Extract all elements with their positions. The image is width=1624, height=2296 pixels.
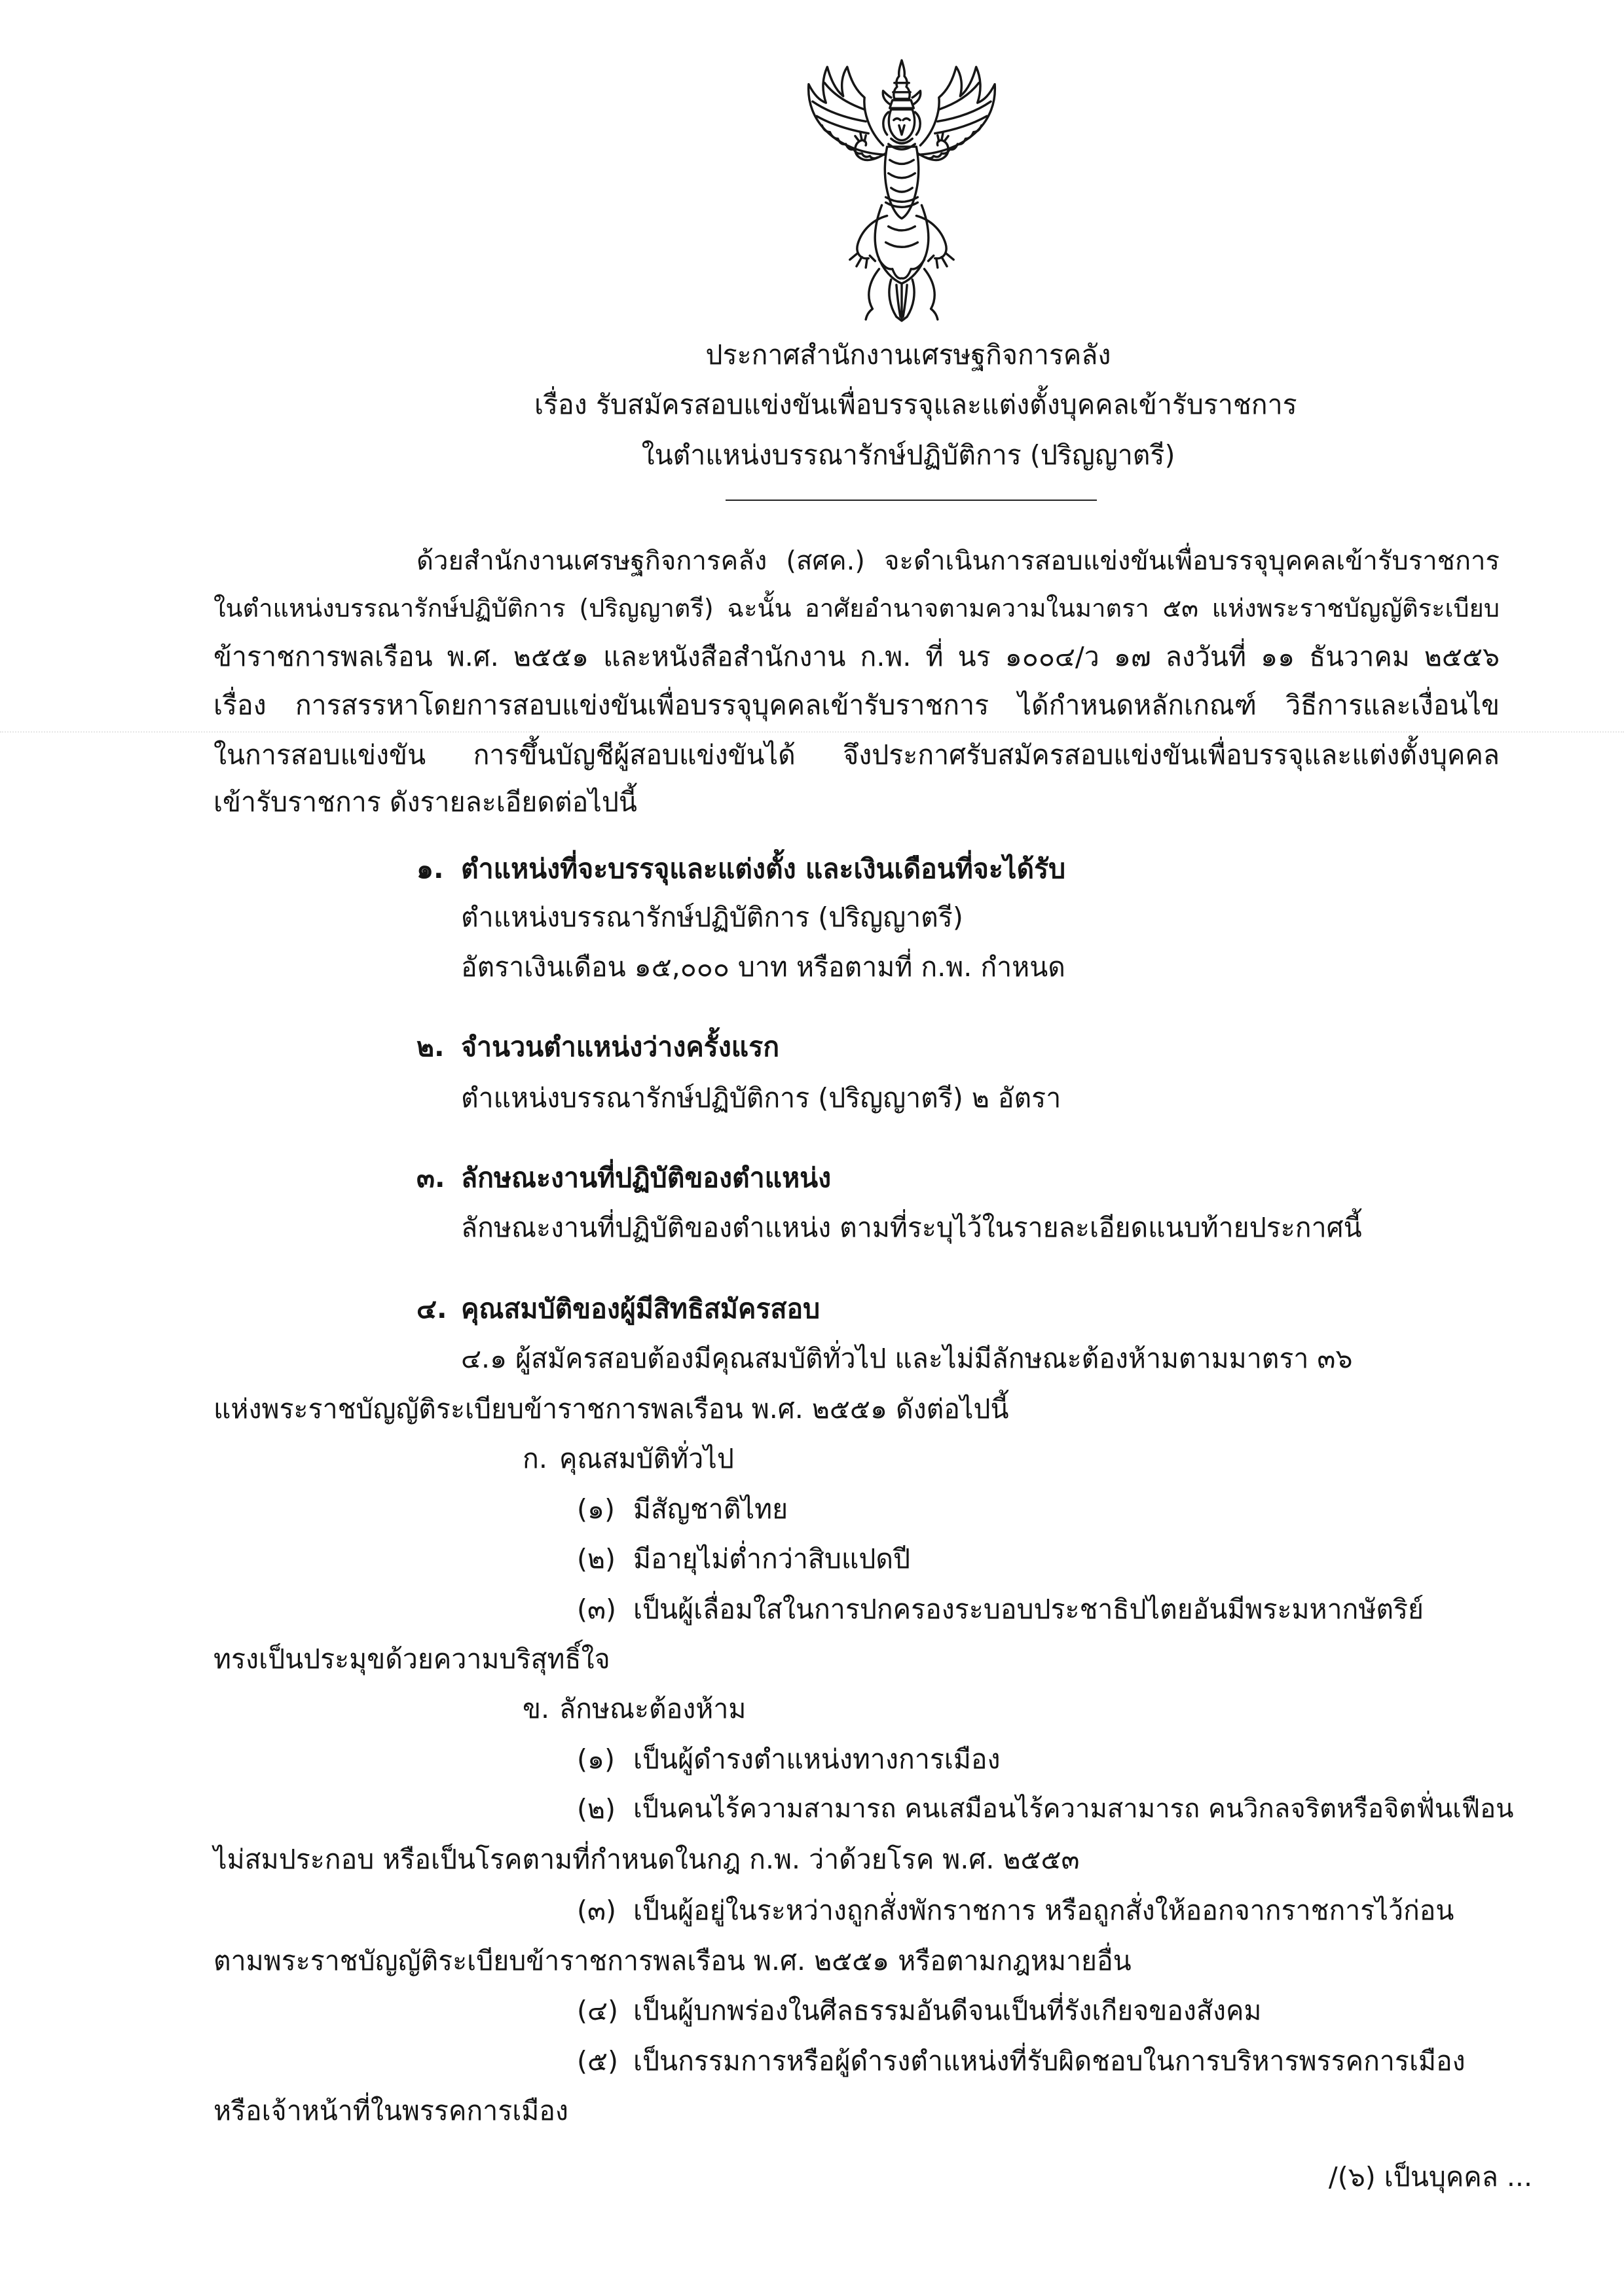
section-3-heading: ลักษณะงานที่ปฏิบัติของตำแหน่ง (461, 1162, 832, 1194)
intro-line: เข้ารับราชการ ดังรายละเอียดต่อไปนี้ (213, 786, 637, 818)
list-item-cont: ตามพระราชบัญญัติระเบียบข้าราชการพลเรือน พ.ศ. ๒๕๕๑ หรือตามกฎหมายอื่น (213, 1945, 1132, 1977)
section-1-heading: ตำแหน่งที่จะบรรจุและแต่งตั้ง และเงินเดือนที่จะได้รับ (461, 853, 1066, 884)
garuda-emblem-icon (767, 56, 1036, 322)
intro-line: ด้วยสำนักงานเศรษฐกิจการคลัง (สศค.) จะดำเนินการสอบแข่งขันเพื่อบรรจุบุคคลเข้ารับราชการ (416, 546, 1500, 576)
section-2-vacancies: ตำแหน่งบรรณารักษ์ปฏิบัติการ (ปริญญาตรี) ๒ อัตรา (461, 1082, 1061, 1114)
subsection-4-1-number: ๔.๑ (461, 1343, 507, 1374)
section-3-description: ลักษณะงานที่ปฏิบัติของตำแหน่ง ตามที่ระบุไว้ในรายละเอียดแนบท้ายประกาศนี้ (461, 1212, 1362, 1243)
list-item: เป็นผู้ดำรงตำแหน่งทางการเมือง (633, 1743, 1001, 1775)
intro-line: ในตำแหน่งบรรณารักษ์ปฏิบัติการ (ปริญญาตรี) ฉะนั้น อาศัยอำนาจตามความในมาตรา ๕๓ แห่งพระราชบัญญัติระเบียบ (213, 594, 1500, 623)
list-item-cont: หรือเจ้าหน้าที่ในพรรคการเมือง (213, 2095, 568, 2126)
list-item: เป็นผู้เลื่อมใสในการปกครองระบอบประชาธิปไตยอันมีพระมหากษัตริย์ (633, 1594, 1424, 1625)
intro-line: เรื่อง การสรรหาโดยการสอบแข่งขันเพื่อบรรจุบุคคลเข้ารับราชการ ได้กำหนดหลักเกณฑ์ วิธีการและเงื่อนไข (213, 689, 1500, 721)
page-continuation: /(๖) เป็นบุคคล ... (1328, 2161, 1532, 2193)
subject-label: เรื่อง (534, 389, 587, 420)
list-item-number: (๑) (577, 1493, 616, 1525)
list-item: มีอายุไม่ต่ำกว่าสิบแปดปี (633, 1543, 911, 1575)
list-item: มีสัญชาติไทย (633, 1493, 788, 1525)
list-item-number: (๒) (577, 1543, 616, 1575)
intro-line: ข้าราชการพลเรือน พ.ศ. ๒๕๕๑ และหนังสือสำนักงาน ก.พ. ที่ นร ๑๐๐๔/ว ๑๗ ลงวันที่ ๑๑ ธันวาคม ๒๕๕๖ (213, 641, 1500, 672)
subsection-4-1-text: ผู้สมัครสอบต้องมีคุณสมบัติทั่วไป และไม่มีลักษณะต้องห้ามตามมาตรา ๓๖ (515, 1343, 1353, 1374)
list-item: เป็นผู้อยู่ในระหว่างถูกสั่งพักราชการ หรือถูกสั่งให้ออกจากราชการไว้ก่อน (633, 1895, 1454, 1926)
section-4-heading: คุณสมบัติของผู้มีสิทธิสมัครสอบ (461, 1293, 821, 1324)
prohibited-title: ลักษณะต้องห้าม (559, 1693, 747, 1724)
list-item-number: (๓) (577, 1594, 617, 1625)
intro-line: ในการสอบแข่งขัน การขึ้นบัญชีผู้สอบแข่งขันได้ จึงประกาศรับสมัครสอบแข่งขันเพื่อบรรจุและแต่งตั้งบุคคล (213, 739, 1500, 771)
general-qualifications-title: คุณสมบัติทั่วไป (559, 1443, 734, 1474)
list-item-number: (๔) (577, 1995, 619, 2026)
section-1-position: ตำแหน่งบรรณารักษ์ปฏิบัติการ (ปริญญาตรี) (461, 902, 963, 933)
general-qualifications-label: ก. (523, 1443, 547, 1474)
section-2-heading: จำนวนตำแหน่งว่างครั้งแรก (461, 1031, 780, 1063)
section-1-number: ๑. (416, 853, 444, 884)
list-item-cont: ไม่สมประกอบ หรือเป็นโรคตามที่กำหนดในกฎ ก.พ. ว่าด้วยโรค พ.ศ. ๒๕๕๓ (213, 1844, 1080, 1875)
list-item-number: (๕) (577, 2045, 619, 2077)
list-item-number: (๑) (577, 1743, 616, 1775)
section-1-salary: อัตราเงินเดือน ๑๕,๐๐๐ บาท หรือตามที่ ก.พ. กำหนด (461, 951, 1065, 983)
subject-line-2: ในตำแหน่งบรรณารักษ์ปฏิบัติการ (ปริญญาตรี) (641, 439, 1175, 471)
list-item: เป็นกรรมการหรือผู้ดำรงตำแหน่งที่รับผิดชอบในการบริหารพรรคการเมือง (633, 2045, 1466, 2077)
announcement-title: ประกาศสำนักงานเศรษฐกิจการคลัง (705, 339, 1111, 371)
list-item-number: (๓) (577, 1895, 617, 1926)
section-3-number: ๓. (416, 1162, 445, 1194)
list-item: เป็นคนไร้ความสามารถ คนเสมือนไร้ความสามารถ คนวิกลจริตหรือจิตฟั่นเฟือน (633, 1794, 1514, 1824)
subsection-4-1-text-cont: แห่งพระราชบัญญัติระเบียบข้าราชการพลเรือน พ.ศ. ๒๕๕๑ ดังต่อไปนี้ (213, 1393, 1009, 1425)
list-item-number: (๒) (577, 1793, 616, 1825)
section-2-number: ๒. (416, 1031, 445, 1063)
title-underline (726, 500, 1097, 501)
section-4-number: ๔. (416, 1293, 447, 1324)
prohibited-label: ข. (523, 1693, 550, 1724)
subject-line-1: รับสมัครสอบแข่งขันเพื่อบรรจุและแต่งตั้งบุคคลเข้ารับราชการ (596, 389, 1297, 420)
list-item-cont: ทรงเป็นประมุขด้วยความบริสุทธิ์ใจ (213, 1643, 610, 1675)
list-item: เป็นผู้บกพร่องในศีลธรรมอันดีจนเป็นที่รังเกียจของสังคม (633, 1995, 1262, 2026)
